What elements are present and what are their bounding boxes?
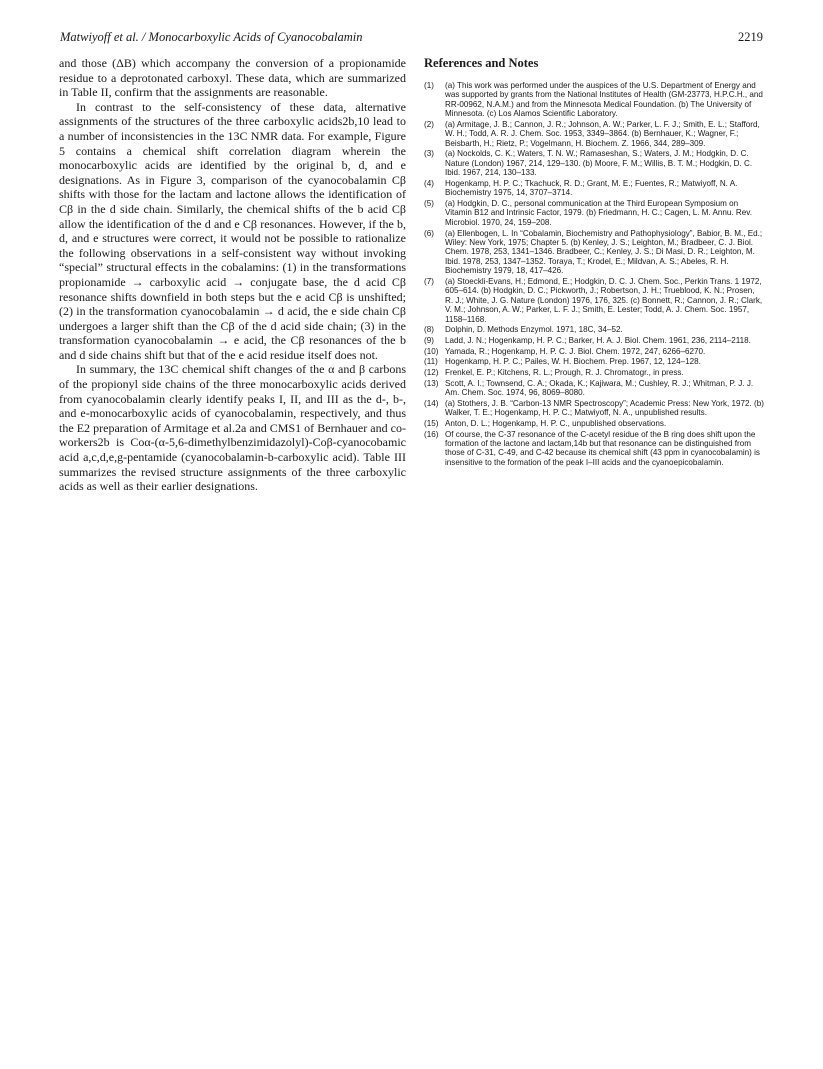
reference-number: (14) [424, 398, 439, 408]
reference-number: (12) [424, 368, 439, 378]
references-list [424, 81, 764, 467]
reference-item [424, 379, 764, 398]
reference-number: (10) [424, 346, 439, 356]
reference-text: Scott, A. I.; Townsend, C. A.; Okada, K.; Kajiwara, M.; Cushley, R. J.; Whitman, P. J. J. Am. Chem. Soc. 1974, 96, 8069–8080. [445, 378, 754, 398]
reference-number: (1) [424, 81, 434, 90]
reference-item [424, 336, 764, 345]
reference-item [424, 81, 764, 119]
reference-text: Hogenkamp, H. P. C.; Pailes, W. H. Biochem. Prep. 1967, 12, 124–128. [445, 357, 701, 367]
reference-item [424, 120, 764, 148]
reference-text: Ladd, J. N.; Hogenkamp, H. P. C.; Barker, H. A. J. Biol. Chem. 1961, 236, 2114–2118. [445, 335, 751, 345]
reference-number: (4) [424, 178, 434, 188]
reference-text: Dolphin, D. Methods Enzymol. 1971, 18C, 34–52. [445, 325, 623, 335]
reference-item [424, 347, 764, 356]
reference-text: (a) Nockolds, C. K.; Waters, T. N. W.; Ramaseshan, S.; Waters, J. M.; Hodgkin, D. C. Nature (London) 1967, 214, 129–130. (b) Moore, F. M.; Willis, B. T. M.; Hodgkin, D. C. Ibid. 1967, 214, 130–133. [445, 149, 753, 178]
reference-number: (7) [424, 276, 434, 286]
reference-number: (9) [424, 335, 434, 345]
reference-item [424, 325, 764, 334]
reference-text: (a) Stoeckli-Evans, H.; Edmond, E.; Hodgkin, D. C. J. Chem. Soc., Perkin Trans. 1 1972, 605–614. (b) Hodgkin, D. C.; Pickworth, J.; Robertson, J. H.; Trueblood, K. N.; Prosen, R. J.; White, J. G. Nature (London) 1976, 176, 325. (c) Bonnett, R.; Cannon, J. R.; Clark, V. M.; Johnson, A. W.; Parker, L. F. J.; Smith, E. Lester; Todd, A. J. Chem. Soc. 1957, 1158–1168. [445, 276, 763, 324]
references-heading: References and Notes [424, 56, 539, 70]
reference-item [424, 430, 764, 468]
reference-number: (5) [424, 199, 434, 209]
reference-number: (3) [424, 149, 434, 159]
reference-number: (6) [424, 228, 434, 238]
reference-text: (a) Ellenbogen, L. In “Cobalamin, Biochemistry and Pathophysiology”, Babior, B. M., Ed.; Wiley: New York, 1975; Chapter 5. (b) Kenley, J. S.; Leighton, M.; Bradbeer, C. J. Biol. Chem. 1978, 253, 1341–1346. Bradbeer, C.; Kenley, J. S.; Di Masi, D. R.; Leighton, M. Ibid. 1978, 253, 1347–1352. Toraya, T.; Krodel, E.; Mildvan, A. S.; Abeles, R. H. Biochemistry 1979, 18, 417–426. [445, 228, 763, 276]
reference-item [424, 199, 764, 227]
reference-number: (11) [424, 357, 438, 367]
reference-number: (13) [424, 378, 439, 388]
reference-number: (15) [424, 418, 439, 428]
reference-number: (8) [424, 325, 434, 335]
reference-number: (2) [424, 119, 434, 129]
body-column [59, 56, 406, 494]
reference-text: (a) Stothers, J. B. “Carbon-13 NMR Spectroscopy”; Academic Press: New York, 1972. (b) Walker, T. E.; Hogenkamp, H. P. C.; Matwiyoff, N. A., unpublished results. [445, 398, 764, 418]
reference-item [424, 229, 764, 276]
reference-item [424, 419, 764, 428]
body-paragraph: In contrast to the self-consistency of these data, alternative assignments of the structures of the three carboxylic acids2b,10 lead to a number of inconsistencies in the 13C NMR data. For example, Figure 5 contains a chemical shift correlation diagram wherein the monocarboxylic acids are identified by the original b, d, and e designations. As in Figure 3, comparison of the cyanocobalamin Cβ shifts with those for the lactam and lactone allows the identification of Cβ in the d side chain. Similarly, the chemical shifts of the b acid Cβ allow the identification of the d and e Cβ resonances. However, if the b, d, and e structures were correct, it would not be possible to rationalize the following observations in a self-consistent way without invoking “special” structural effects in the cobalamins: (1) in the transformations propionamide → carboxylic acid → conjugate base, the d acid Cβ resonance shifts downfield in both steps but the e acid Cβ is unshifted; (2) in the transformation cyanocobalamin → d acid, the e side chain Cβ undergoes a larger shift than the Cβ of the d acid side chain; (3) in the transformation cyanocobalamin → e acid, the Cβ resonances of the b and d side chains shift but that of the e acid residue itself does not. [59, 99, 406, 362]
reference-text: Frenkel, E. P.; Kitchens, R. L.; Prough, R. J. Chromatogr., in press. [445, 368, 684, 378]
reference-number: (16) [424, 429, 439, 439]
page-number: 2219 [738, 30, 763, 44]
reference-text: Hogenkamp, H. P. C.; Tkachuck, R. D.; Grant, M. E.; Fuentes, R.; Matwiyoff, N. A. Biochemistry 1975, 14, 3707–3714. [445, 178, 738, 198]
running-title: Matwiyoff et al. / Monocarboxylic Acids of Cyanocobalamin [60, 30, 363, 44]
reference-text: (a) This work was performed under the auspices of the U.S. Department of Energy and was supported by grants from the National Institutes of Health (GM-23773, H.P.C.H., and RR-00962, N.A.M.) and from the Minnesota Medical Foundation. (b) The University of Minnesota. (c) Los Alamos Scientific Laboratory. [445, 81, 763, 119]
reference-item [424, 399, 764, 418]
reference-item [424, 357, 764, 366]
running-header [60, 30, 763, 48]
reference-text: Of course, the C-37 resonance of the C-acetyl residue of the B ring does shift upon the formation of the lactone and lactam,14b but that resonance can be distinguished from those of C-31, C-49, and C-42 because its chemical shift (43 ppm in cyanocobalamin) is insensitive to the formation of the peak I–III acids and the cyanoepicobalamin. [445, 429, 760, 467]
body-paragraph: In summary, the 13C chemical shift changes of the α and β carbons of the propionyl side chains of the three monocarboxylic acids derived from cyanocobalamin clearly identify peaks I, II, and III as the d-, b-, and e-monocarboxylic acids of cyanocobalamin, respectively, and thus the E2 preparation of Armitage et al.2a and CMS1 of Bernhauer and co-workers2b is Coα-(α-5,6-dimethylbenzimidazolyl)-Coβ-cyanocobamic acid a,c,d,e,g-pentamide (cyanocobalamin-b-carboxylic acid). Table III summarizes the revised structure assignments of the three carboxylic acids as well as their earlier designations. [59, 362, 406, 494]
references-column [424, 56, 764, 469]
reference-item [424, 277, 764, 324]
reference-text: Anton, D. L.; Hogenkamp, H. P. C., unpublished observations. [445, 418, 667, 428]
reference-item [424, 179, 764, 198]
reference-item [424, 368, 764, 377]
reference-item [424, 149, 764, 177]
reference-text: Yamada, R.; Hogenkamp, H. P. C. J. Biol. Chem. 1972, 247, 6266–6270. [445, 346, 706, 356]
reference-text: (a) Hodgkin, D. C., personal communication at the Third European Symposium on Vitamin B12 and Intrinsic Factor, 1979. (b) Friedmann, H. C.; Cagen, L. M. Annu. Rev. Microbiol. 1970, 24, 159–208. [445, 199, 752, 227]
reference-text: (a) Armitage, J. B.; Cannon, J. R.; Johnson, A. W.; Parker, L. F. J.; Smith, E. L.; Stafford, W. H.; Todd, A. R. J. Chem. Soc. 1953, 3349–3864. (b) Bernhauer, K.; Wagner, F.; Beisbarth, H.; Rietz, P.; Vogelmann, H. Biochem. Z. 1966, 344, 289–309. [445, 119, 760, 148]
body-paragraph: and those (ΔB) which accompany the conversion of a propionamide residue to a deprotonated carboxyl. These data, which are summarized in Table II, confirm that the assignments are reasonable. [59, 56, 406, 100]
